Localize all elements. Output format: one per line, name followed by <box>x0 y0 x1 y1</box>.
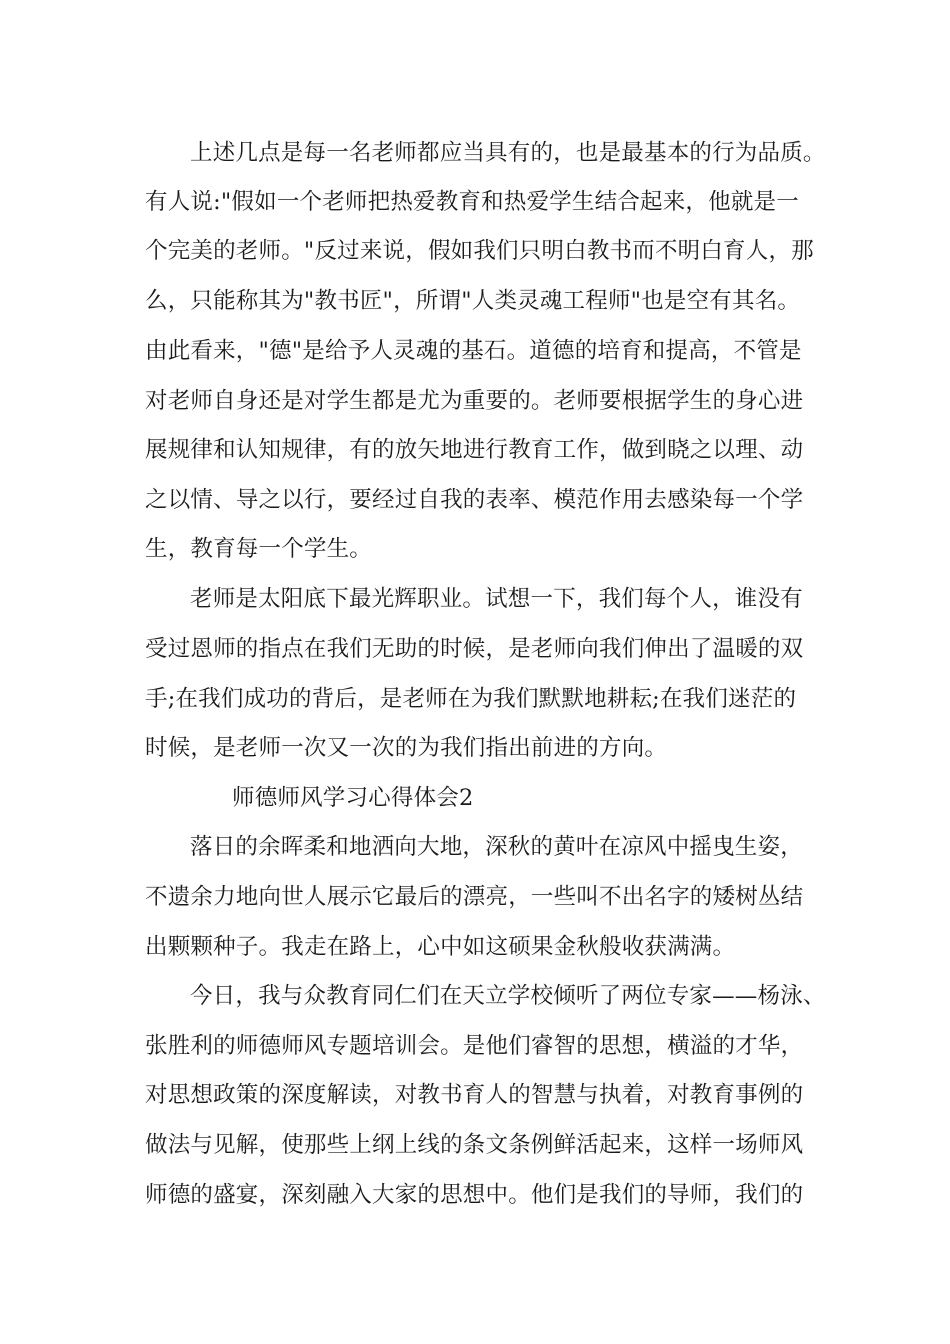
paragraph-3-line-3: 出颗颗种子。我走在路上，心中如这硕果金秋般收获满满。 <box>145 934 736 960</box>
paragraph-1-line-8: 之以情、导之以行，要经过自我的表率、模范作用去感染每一个学 <box>145 487 804 513</box>
paragraph-1-line-2: 有人说:"假如一个老师把热爱教育和热爱学生结合起来，他就是一 <box>145 189 799 215</box>
paragraph-1-line-1: 上述几点是每一名老师都应当具有的，也是最基本的行为品质。 <box>190 140 826 166</box>
paragraph-1-line-5: 由此看来，"德"是给予人灵魂的基石。道德的培育和提高，不管是 <box>145 338 802 364</box>
section-heading: 师德师风学习心得体会2 <box>232 785 474 811</box>
paragraph-1-line-4: 么，只能称其为"教书匠"，所谓"人类灵魂工程师"也是空有其名。 <box>145 288 801 314</box>
paragraph-2-line-2: 受过恩师的指点在我们无助的时候，是老师向我们伸出了温暖的双 <box>145 636 804 662</box>
paragraph-2-line-4: 时候，是老师一次又一次的为我们指出前进的方向。 <box>145 735 668 761</box>
paragraph-4-line-1: 今日，我与众教育同仁们在天立学校倾听了两位专家——杨泳、 <box>190 983 826 1009</box>
paragraph-4-line-5: 师德的盛宴，深刻融入大家的思想中。他们是我们的导师，我们的 <box>145 1182 804 1208</box>
paragraph-1-line-9: 生，教育每一个学生。 <box>145 536 373 562</box>
paragraph-4-line-2: 张胜利的师德师风专题培训会。是他们睿智的思想，横溢的才华， <box>145 1033 804 1059</box>
paragraph-2-line-3: 手;在我们成功的背后，是老师在为我们默默地耕耘;在我们迷茫的 <box>145 686 797 712</box>
paragraph-2-line-1: 老师是太阳底下最光辉职业。试想一下，我们每个人，谁没有 <box>190 586 803 612</box>
paragraph-4-line-3: 对思想政策的深度解读，对教书育人的智慧与执着，对教育事例的 <box>145 1082 804 1108</box>
paragraph-1-line-6: 对老师自身还是对学生都是尤为重要的。老师要根据学生的身心进 <box>145 388 804 414</box>
paragraph-1-line-7: 展规律和认知规律，有的放矢地进行教育工作，做到晓之以理、动 <box>145 437 804 463</box>
paragraph-3-line-2: 不遗余力地向世人展示它最后的漂亮，一些叫不出名字的矮树丛结 <box>145 884 804 910</box>
paragraph-1-line-3: 个完美的老师。"反过来说，假如我们只明白教书而不明白育人，那 <box>145 238 814 264</box>
paragraph-3-line-1: 落日的余晖柔和地洒向大地，深秋的黄叶在凉风中摇曳生姿， <box>190 834 803 860</box>
paragraph-4-line-4: 做法与见解，使那些上纲上线的条文条例鲜活起来，这样一场师风 <box>145 1132 804 1158</box>
